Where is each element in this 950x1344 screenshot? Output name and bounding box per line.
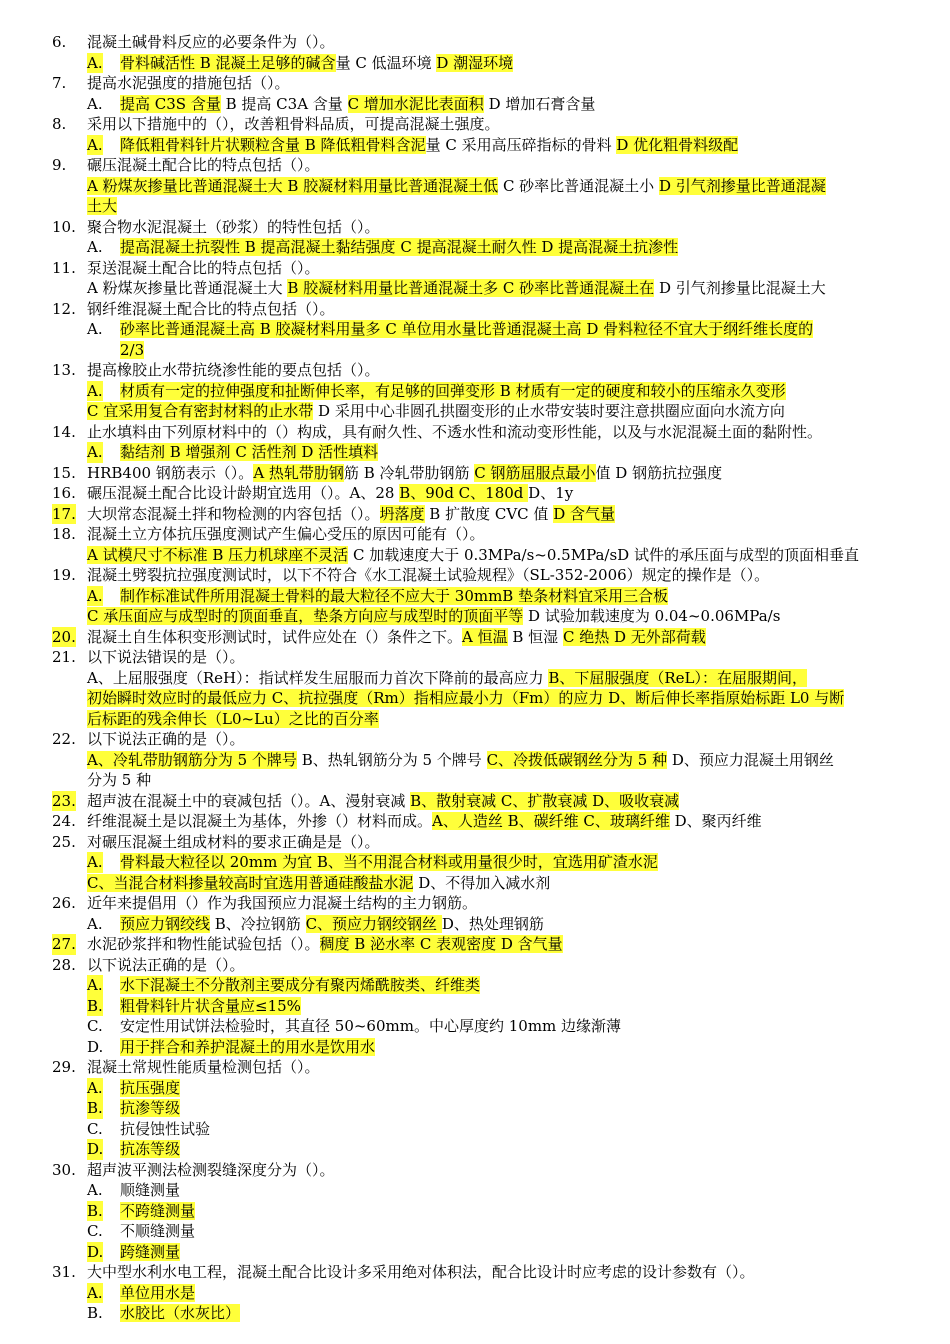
answer-text bbox=[87, 278, 904, 299]
answer-line bbox=[0, 1201, 950, 1222]
text-segment: C 加载速度大于 0.3MPa/s~0.5MPa/sD 试件的承压面与成型的顶面相垂直 bbox=[348, 545, 859, 564]
answer-text bbox=[120, 135, 904, 156]
answer-line bbox=[0, 1221, 950, 1242]
question-text bbox=[87, 483, 904, 504]
answer-text bbox=[120, 53, 904, 74]
question-number: 20. bbox=[52, 627, 76, 646]
text-segment: 抗侵蚀性试验 bbox=[120, 1119, 211, 1138]
question-number: 12. bbox=[52, 299, 76, 318]
question-line bbox=[0, 463, 950, 484]
answer-text bbox=[120, 996, 904, 1017]
text-segment: 大中型水利水电工程，混凝土配合比设计多采用绝对体积法，配合比设计时应考虑的设计参数有（）。 bbox=[87, 1263, 755, 1281]
question-line bbox=[0, 1262, 950, 1283]
answer-text bbox=[120, 319, 904, 340]
answer-text bbox=[120, 975, 904, 996]
highlighted-answer: 坍落度 bbox=[379, 504, 425, 523]
question-number: 10. bbox=[52, 217, 76, 236]
text-segment: 钢纤维混凝土配合比的特点包括（）。 bbox=[87, 299, 335, 318]
text-segment: D、热处理钢筋 bbox=[441, 914, 544, 933]
highlighted-answer: 制作标准试件所用混凝土骨料的最大粒径不应大于 30mmB 垫条材料宜采用三合板 bbox=[120, 586, 669, 605]
answer-text bbox=[120, 1201, 904, 1222]
text-segment: 纤维混凝土是以混凝土为基体，外掺（）材料而成。 bbox=[87, 812, 433, 830]
question-text bbox=[87, 155, 904, 176]
option-letter: A. bbox=[87, 1283, 103, 1302]
highlighted-answer: A 恒温 bbox=[462, 627, 508, 646]
option-letter: C. bbox=[87, 1119, 103, 1138]
highlighted-answer: A 试模尺寸不标准 B 压力机球座不灵活 bbox=[87, 545, 349, 564]
highlighted-answer: 后标距的残余伸长（L0~Lu）之比的百分率 bbox=[87, 709, 379, 728]
question-line bbox=[0, 155, 950, 176]
question-number: 14. bbox=[52, 422, 76, 441]
option-letter: A. bbox=[87, 586, 103, 605]
option-letter: A. bbox=[87, 53, 103, 72]
question-number: 26. bbox=[52, 894, 76, 912]
question-text bbox=[87, 217, 904, 238]
text-segment: 以下说法正确的是（）。 bbox=[87, 955, 245, 974]
text-segment: D 采用中心非圆孔拱圈变形的止水带安装时要注意拱圈应面向水流方向 bbox=[313, 402, 785, 420]
answer-text bbox=[120, 237, 904, 258]
highlighted-answer: 抗压强度 bbox=[120, 1078, 181, 1097]
highlighted-answer: 粗骨料针片状含量应≤15% bbox=[120, 996, 301, 1015]
highlighted-answer: B、下屈服强度（ReL）：在屈服期间， bbox=[548, 668, 808, 687]
question-text bbox=[87, 299, 904, 320]
option-letter: A. bbox=[87, 853, 103, 871]
answer-text bbox=[120, 94, 904, 115]
text-segment: 近年来提倡用（）作为我国预应力混凝土结构的主力钢筋。 bbox=[87, 894, 478, 912]
answer-line bbox=[0, 1180, 950, 1201]
answer-text bbox=[87, 770, 904, 791]
question-line bbox=[0, 32, 950, 53]
question-line bbox=[0, 422, 950, 443]
question-number: 24. bbox=[52, 812, 76, 830]
answer-text bbox=[120, 1098, 904, 1119]
answer-line bbox=[0, 545, 950, 566]
option-letter: A. bbox=[87, 238, 103, 256]
text-segment: 安定性用试饼法检验时，其直径 50~60mm。中心厚度约 10mm 边缘渐薄 bbox=[120, 1017, 622, 1035]
text-segment: 值 D 钢筋抗拉强度 bbox=[595, 463, 723, 482]
question-number: 19. bbox=[52, 566, 76, 584]
text-segment: 以下说法正确的是（）。 bbox=[87, 730, 245, 748]
option-letter: B. bbox=[87, 1304, 103, 1322]
answer-text bbox=[120, 1119, 904, 1140]
question-text bbox=[87, 1160, 904, 1181]
highlighted-answer: C 增加水泥比表面积 bbox=[347, 94, 484, 113]
highlighted-answer: B、90d C、180d bbox=[399, 484, 529, 502]
highlighted-answer: A 粉煤灰掺量比普通混凝土大 B 胶凝材料用量比普通混凝土低 bbox=[87, 176, 499, 195]
question-line bbox=[0, 729, 950, 750]
answer-text bbox=[120, 586, 904, 607]
question-text bbox=[87, 258, 904, 279]
highlighted-answer: 用于拌合和养护混凝土的用水是饮用水 bbox=[120, 1037, 376, 1056]
answer-text bbox=[120, 340, 904, 361]
question-number: 6. bbox=[52, 33, 67, 51]
highlighted-answer: 土大 bbox=[87, 197, 118, 215]
option-letter: C. bbox=[87, 1222, 103, 1240]
highlighted-answer: 稠度 B 泌水率 C 表观密度 D 含气量 bbox=[319, 935, 563, 953]
text-segment: 不顺缝测量 bbox=[120, 1222, 196, 1240]
answer-text bbox=[87, 709, 904, 730]
highlighted-answer: 砂率比普通混凝土高 B 胶凝材料用量多 C 单位用水量比普通混凝土高 D 骨料粒径不宜大于纲纤维长度的 bbox=[120, 320, 814, 338]
text-segment: 对碾压混凝土组成材料的要求正确是是（）。 bbox=[87, 832, 380, 851]
highlighted-answer: C 宜采用复合有密封材料的止水带 bbox=[87, 402, 314, 420]
option-letter: A. bbox=[87, 976, 103, 994]
answer-line bbox=[0, 770, 950, 791]
answer-text bbox=[87, 668, 904, 689]
text-segment: A、上屈服强度（ReH）：指试样发生屈服而力首次下降前的最高应力 bbox=[87, 668, 549, 687]
highlighted-answer: 水下混凝土不分散剂主要成分有聚丙烯酰胺类、纤维类 bbox=[120, 976, 481, 994]
question-number: 17. bbox=[52, 504, 76, 523]
answer-text bbox=[87, 873, 904, 894]
text-segment: 混凝土自生体积变形测试时，试件应处在（）条件之下。 bbox=[87, 627, 463, 646]
text-segment: D 试验加载速度为 0.04~0.06MPa/s bbox=[523, 607, 781, 625]
question-text bbox=[87, 729, 904, 750]
option-letter: D. bbox=[87, 1140, 104, 1158]
answer-text bbox=[120, 1016, 904, 1037]
question-line bbox=[0, 73, 950, 94]
question-line bbox=[0, 258, 950, 279]
question-line bbox=[0, 565, 950, 586]
highlighted-answer: 提高混凝土抗裂性 B 提高混凝土黏结强度 C 提高混凝土耐久性 D 提高混凝土抗渗性 bbox=[120, 238, 679, 256]
answer-text bbox=[120, 914, 904, 935]
text-segment: D 增加石膏含量 bbox=[483, 94, 596, 113]
answer-text bbox=[87, 688, 904, 709]
option-letter: C. bbox=[87, 1017, 103, 1035]
answer-text bbox=[120, 1180, 904, 1201]
text-segment: 混凝土常规性能质量检测包括（）。 bbox=[87, 1058, 320, 1076]
option-letter: A. bbox=[87, 381, 103, 400]
answer-line bbox=[0, 975, 950, 996]
question-line bbox=[0, 627, 950, 648]
question-line bbox=[0, 791, 950, 812]
question-text bbox=[87, 114, 904, 135]
answer-line bbox=[0, 1139, 950, 1160]
text-segment: 分为 5 种 bbox=[87, 771, 152, 789]
highlighted-answer: 跨缝测量 bbox=[120, 1242, 181, 1261]
highlighted-answer: A、人造丝 B、碳纤维 C、玻璃纤维 bbox=[432, 812, 670, 830]
question-number: 22. bbox=[52, 730, 76, 748]
question-number: 15. bbox=[52, 463, 76, 482]
text-segment: D、聚丙纤维 bbox=[669, 812, 762, 830]
answer-line bbox=[0, 340, 950, 361]
question-line bbox=[0, 483, 950, 504]
highlighted-answer: 单位用水是 bbox=[120, 1283, 196, 1302]
question-text bbox=[87, 832, 904, 853]
text-segment: D、不得加入减水剂 bbox=[413, 873, 551, 892]
highlighted-answer: 初始瞬时效应时的最低应力 C、抗拉强度（Rm）指相应最小力（Fm）的应力 D、断后伸长率指原始标距 L0 与断 bbox=[87, 689, 845, 707]
answer-line bbox=[0, 94, 950, 115]
text-segment: 水泥砂浆拌和物性能试验包括（）。 bbox=[87, 935, 320, 953]
question-text bbox=[87, 955, 904, 976]
text-segment: 提高橡胶止水带抗绕渗性能的要点包括（）。 bbox=[87, 361, 380, 379]
question-text bbox=[87, 1262, 904, 1283]
answer-text bbox=[120, 1242, 904, 1263]
option-letter: A. bbox=[87, 1181, 103, 1199]
highlighted-answer: 材质有一定的拉伸强度和扯断伸长率，有足够的回弹变形 B 材质有一定的硬度和较小的压缩永久变形 bbox=[120, 381, 786, 400]
question-line bbox=[0, 504, 950, 525]
question-line bbox=[0, 1057, 950, 1078]
highlighted-answer: D 优化粗骨料级配 bbox=[616, 135, 739, 154]
answer-text bbox=[120, 442, 904, 463]
answer-text bbox=[87, 196, 904, 217]
answer-text bbox=[120, 1078, 904, 1099]
question-line bbox=[0, 955, 950, 976]
answer-line bbox=[0, 750, 950, 771]
answer-line bbox=[0, 996, 950, 1017]
highlighted-answer: D 含气量 bbox=[553, 504, 615, 523]
highlighted-answer: 水胶比（水灰比） bbox=[120, 1304, 241, 1322]
option-letter: D. bbox=[87, 1037, 104, 1056]
text-segment: 大坝常态混凝土拌和物检测的内容包括（）。 bbox=[87, 504, 380, 523]
answer-line bbox=[0, 442, 950, 463]
question-text bbox=[87, 791, 904, 812]
question-text bbox=[87, 565, 904, 586]
answer-text bbox=[120, 852, 904, 873]
highlighted-answer: 2/3 bbox=[120, 340, 145, 359]
answer-line bbox=[0, 319, 950, 340]
question-text bbox=[87, 32, 904, 53]
option-letter: A. bbox=[87, 443, 103, 461]
answer-line bbox=[0, 1242, 950, 1263]
question-text bbox=[87, 73, 904, 94]
option-letter: A. bbox=[87, 135, 103, 154]
question-text bbox=[87, 524, 904, 545]
option-letter: D. bbox=[87, 1242, 104, 1261]
question-text bbox=[87, 934, 904, 955]
question-line bbox=[0, 647, 950, 668]
question-number: 18. bbox=[52, 525, 76, 543]
answer-line bbox=[0, 237, 950, 258]
answer-line bbox=[0, 1078, 950, 1099]
question-text bbox=[87, 1057, 904, 1078]
option-letter: B. bbox=[87, 996, 103, 1015]
answer-line bbox=[0, 401, 950, 422]
question-line bbox=[0, 524, 950, 545]
text-segment: B、冷拉钢筋 bbox=[210, 914, 306, 933]
highlighted-answer: C 承压面应与成型时的顶面垂直，垫条方向应与成型时的顶面平等 bbox=[87, 607, 524, 625]
answer-line bbox=[0, 53, 950, 74]
text-segment: 筋 B 冷轧带肋钢筋 bbox=[343, 463, 475, 482]
text-segment: C 砂率比普通混凝土小 bbox=[498, 176, 659, 195]
answer-line bbox=[0, 1303, 950, 1324]
answer-line bbox=[0, 709, 950, 730]
highlighted-answer: C、当混合材料掺量较高时宜选用普通硅酸盐水泥 bbox=[87, 873, 414, 892]
text-segment: 混凝土碱骨料反应的必要条件为（）。 bbox=[87, 33, 335, 51]
answer-text bbox=[120, 1303, 904, 1324]
text-segment: 混凝土劈裂抗拉强度测试时，以下不符合《水工混凝土试验规程》（SL-352-2006）规定的操作是（）。 bbox=[87, 566, 770, 584]
answer-text bbox=[87, 401, 904, 422]
text-segment: 量 C 采用高压碎指标的骨料 bbox=[425, 135, 617, 154]
question-text bbox=[87, 422, 904, 443]
highlighted-answer: B、散射衰减 C、扩散衰减 D、吸收衰减 bbox=[410, 791, 680, 810]
question-line bbox=[0, 893, 950, 914]
question-text bbox=[87, 647, 904, 668]
text-segment: D、预应力混凝土用钢丝 bbox=[667, 750, 834, 769]
answer-text bbox=[120, 1283, 904, 1304]
highlighted-answer: C、冷拨低碳钢丝分为 5 种 bbox=[486, 750, 668, 769]
question-line bbox=[0, 217, 950, 238]
answer-text bbox=[87, 176, 904, 197]
question-number: 29. bbox=[52, 1058, 76, 1076]
question-text bbox=[87, 893, 904, 914]
question-number: 9. bbox=[52, 156, 67, 174]
question-line bbox=[0, 934, 950, 955]
highlighted-answer: 骨料碱活性 B 混凝土足够的碱含 bbox=[120, 53, 336, 72]
question-number: 31. bbox=[52, 1263, 76, 1281]
answer-line bbox=[0, 135, 950, 156]
answer-line bbox=[0, 1119, 950, 1140]
text-segment: 碾压混凝土配合比的特点包括（）。 bbox=[87, 156, 320, 174]
answer-line bbox=[0, 176, 950, 197]
question-number: 11. bbox=[52, 258, 76, 277]
text-segment: 量 C 低温环境 bbox=[335, 53, 437, 72]
question-line bbox=[0, 832, 950, 853]
highlighted-answer: D 引气剂掺量比普通混凝 bbox=[658, 176, 826, 195]
question-number: 27. bbox=[52, 935, 76, 953]
question-text bbox=[87, 463, 904, 484]
answer-text bbox=[120, 1037, 904, 1058]
highlighted-answer: B 胶凝材料用量比普通混凝土多 C 砂率比普通混凝土在 bbox=[287, 279, 655, 297]
highlighted-answer: C 钢筋屈服点最小 bbox=[474, 463, 596, 482]
question-number: 16. bbox=[52, 484, 76, 502]
answer-line bbox=[0, 196, 950, 217]
text-segment: D 引气剂掺量比混凝土大 bbox=[654, 279, 826, 297]
question-number: 7. bbox=[52, 74, 67, 92]
answer-line bbox=[0, 1098, 950, 1119]
text-segment: B 提高 C3A 含量 bbox=[220, 94, 348, 113]
highlighted-answer: C、预应力钢绞钢丝 bbox=[305, 914, 442, 933]
answer-text bbox=[87, 606, 904, 627]
highlighted-answer: 黏结剂 B 增强剂 C 活性剂 D 活性填料 bbox=[120, 443, 379, 461]
question-line bbox=[0, 114, 950, 135]
question-number: 28. bbox=[52, 955, 76, 974]
option-letter: A. bbox=[87, 94, 103, 113]
answer-line bbox=[0, 852, 950, 873]
text-segment: 聚合物水泥混凝土（砂浆）的特性包括（）。 bbox=[87, 217, 380, 236]
option-letter: A. bbox=[87, 320, 103, 338]
highlighted-answer: 预应力钢绞线 bbox=[120, 914, 211, 933]
text-segment: D、1y bbox=[528, 484, 574, 502]
text-segment: B 扩散度 CVC 值 bbox=[424, 504, 554, 523]
question-line bbox=[0, 360, 950, 381]
highlighted-answer: 骨料最大粒径以 20mm 为宜 B、当不用混合材料或用量很少时，宜选用矿渣水泥 bbox=[120, 853, 658, 871]
text-segment: 超声波平测法检测裂缝深度分为（）。 bbox=[87, 1160, 335, 1179]
text-segment: 以下说法错误的是（）。 bbox=[87, 648, 245, 666]
option-letter: B. bbox=[87, 1201, 103, 1220]
answer-text bbox=[87, 750, 904, 771]
question-text bbox=[87, 360, 904, 381]
answer-line bbox=[0, 606, 950, 627]
answer-line bbox=[0, 668, 950, 689]
highlighted-answer: 降低粗骨料针片状颗粒含量 B 降低粗骨料含泥 bbox=[120, 135, 426, 154]
text-segment: 提高水泥强度的措施包括（）。 bbox=[87, 74, 290, 92]
text-segment: 碾压混凝土配合比设计龄期宜选用（）。A、28 bbox=[87, 484, 400, 502]
question-text bbox=[87, 504, 904, 525]
answer-line bbox=[0, 1016, 950, 1037]
answer-text bbox=[87, 545, 904, 566]
answer-line bbox=[0, 381, 950, 402]
highlighted-answer: 不跨缝测量 bbox=[120, 1201, 196, 1220]
highlighted-answer: D 潮湿环境 bbox=[436, 53, 514, 72]
question-text bbox=[87, 627, 904, 648]
answer-line bbox=[0, 278, 950, 299]
highlighted-answer: 抗渗等级 bbox=[120, 1099, 181, 1117]
document-page bbox=[0, 32, 950, 1324]
question-number: 23. bbox=[52, 791, 76, 810]
question-line bbox=[0, 299, 950, 320]
option-letter: A. bbox=[87, 1078, 103, 1097]
text-segment: 止水填料由下列原材料中的（）构成，具有耐久性、不透水性和流动变形性能，以及与水泥混凝土面的黏附性。 bbox=[87, 422, 823, 441]
question-line bbox=[0, 1160, 950, 1181]
answer-text bbox=[120, 1221, 904, 1242]
text-segment: A 粉煤灰掺量比普通混凝土大 bbox=[87, 279, 288, 297]
text-segment: B 恒湿 bbox=[507, 627, 563, 646]
text-segment: 顺缝测量 bbox=[120, 1181, 181, 1199]
highlighted-answer: 提高 C3S 含量 bbox=[120, 94, 221, 113]
option-letter: B. bbox=[87, 1099, 103, 1117]
text-segment: HRB400 钢筋表示（）。 bbox=[87, 463, 254, 482]
text-segment: 混凝土立方体抗压强度测试产生偏心受压的原因可能有（）。 bbox=[87, 525, 485, 543]
question-number: 21. bbox=[52, 648, 76, 666]
option-letter: A. bbox=[87, 914, 103, 933]
highlighted-answer: A 热轧带肋钢 bbox=[253, 463, 344, 482]
answer-line bbox=[0, 873, 950, 894]
question-line bbox=[0, 811, 950, 832]
text-segment: 采用以下措施中的（），改善粗骨料品质，可提高混凝土强度。 bbox=[87, 115, 500, 133]
highlighted-answer: 抗冻等级 bbox=[120, 1140, 181, 1158]
answer-line bbox=[0, 1037, 950, 1058]
answer-text bbox=[120, 381, 904, 402]
text-segment: 超声波在混凝土中的衰减包括（）。A、漫射衰减 bbox=[87, 791, 411, 810]
text-segment: 泵送混凝土配合比的特点包括（）。 bbox=[87, 258, 320, 277]
highlighted-answer: C 绝热 D 无外部荷载 bbox=[562, 627, 706, 646]
answer-line bbox=[0, 586, 950, 607]
answer-line bbox=[0, 1283, 950, 1304]
highlighted-answer: A、冷轧带肋钢筋分为 5 个牌号 bbox=[87, 750, 297, 769]
question-number: 25. bbox=[52, 832, 76, 851]
answer-line bbox=[0, 688, 950, 709]
question-text bbox=[87, 811, 904, 832]
answer-line bbox=[0, 914, 950, 935]
question-number: 8. bbox=[52, 115, 67, 133]
answer-text bbox=[120, 1139, 904, 1160]
text-segment: B、热轧钢筋分为 5 个牌号 bbox=[296, 750, 487, 769]
question-number: 13. bbox=[52, 361, 76, 379]
question-number: 30. bbox=[52, 1160, 76, 1179]
